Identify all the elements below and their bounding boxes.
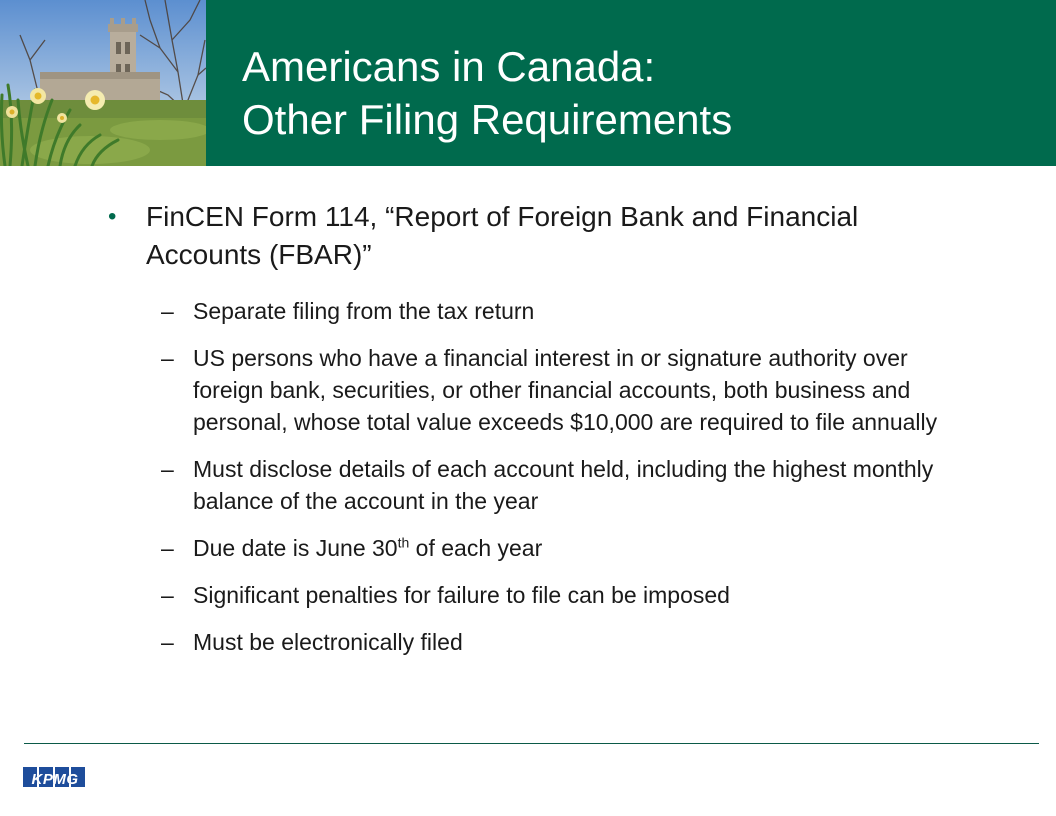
main-bullet-text: FinCEN Form 114, “Report of Foreign Bank and Financial Accounts (FBAR)”	[146, 201, 859, 270]
slide-title	[242, 40, 732, 146]
sub-bullet-dash: –	[161, 535, 174, 561]
sub-bullet-item	[104, 532, 964, 564]
sub-bullet-dash: –	[161, 582, 174, 608]
due-date-text: Due date is June 30	[193, 535, 398, 561]
sub-bullet-text: Must disclose details of each account held, including the highest monthly balance of the account in the year	[193, 456, 934, 514]
title-band	[206, 0, 1056, 166]
sub-bullet-list	[104, 295, 964, 658]
sub-bullet-text: Separate filing from the tax return	[193, 298, 535, 324]
kpmg-logo	[23, 767, 87, 795]
due-date-suffix: of each year	[409, 535, 543, 561]
footer-divider	[24, 743, 1039, 744]
sub-bullet-text-due-date	[193, 535, 542, 561]
sub-bullet-text: Significant penalties for failure to file can be imposed	[193, 582, 730, 608]
sub-bullet-dash: –	[161, 298, 174, 324]
sub-bullet-item	[104, 453, 964, 517]
main-bullet	[104, 198, 964, 274]
sub-bullet-text: Must be electronically filed	[193, 629, 463, 655]
sub-bullet-item	[104, 295, 964, 327]
sub-bullet-item	[104, 579, 964, 611]
header-campus-photo	[0, 0, 206, 166]
slide-title-line-1: Americans in Canada:	[242, 43, 656, 90]
sub-bullet-dash: –	[161, 456, 174, 482]
sub-bullet-item	[104, 342, 964, 438]
sub-bullet-dash: –	[161, 629, 174, 655]
bullet-marker: •	[108, 203, 117, 230]
kpmg-logo-text: KPMG	[31, 771, 79, 788]
sub-bullet-text: US persons who have a financial interest in or signature authority over foreign bank, securities, or other financial accounts, both business and personal, whose total value exceeds $10,000 are required to file annually	[193, 345, 938, 435]
slide-content	[104, 198, 964, 673]
sub-bullet-item	[104, 626, 964, 658]
slide-title-line-2: Other Filing Requirements	[242, 96, 733, 143]
due-date-ordinal: th	[397, 534, 410, 551]
sub-bullet-dash: –	[161, 345, 174, 371]
